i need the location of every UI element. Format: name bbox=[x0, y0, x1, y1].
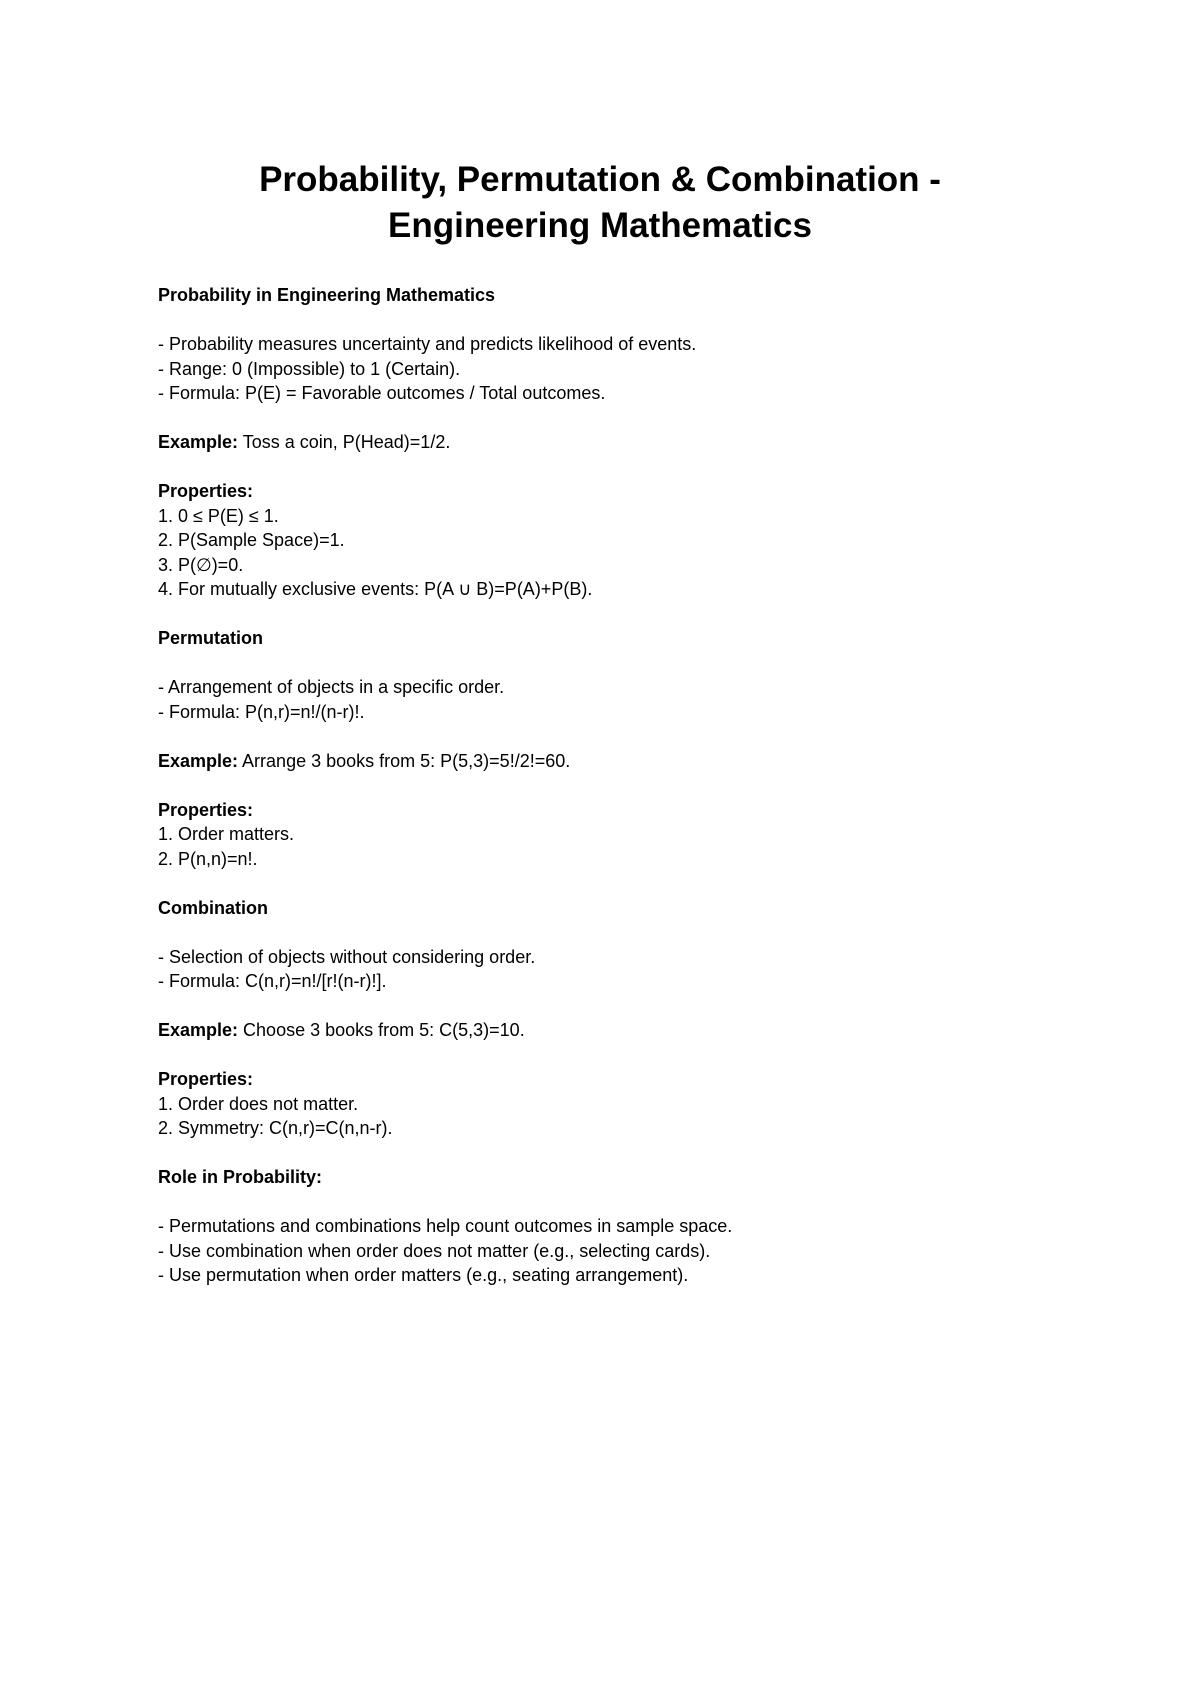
bullet-item: - Range: 0 (Impossible) to 1 (Certain). bbox=[158, 358, 461, 379]
property-item: 2. Symmetry: C(n,r)=C(n,n-r). bbox=[158, 1118, 393, 1138]
section-heading: Permutation bbox=[158, 628, 264, 648]
example-text: Arrange 3 books from 5: P(5,3)=5!/2!=60. bbox=[238, 750, 571, 771]
properties-label: Properties: bbox=[158, 799, 254, 820]
example-line bbox=[158, 749, 1118, 774]
bullet-item: - Use combination when order does not matter (e.g., selecting cards). bbox=[158, 1240, 711, 1261]
example-label: Example: bbox=[158, 432, 239, 452]
section-heading: Role in Probability: bbox=[158, 1167, 323, 1187]
section-combination bbox=[158, 896, 1118, 1166]
section-role-in-probability bbox=[158, 1165, 1118, 1288]
section-probability bbox=[158, 283, 1118, 626]
properties-label: Properties: bbox=[158, 481, 254, 501]
section-heading: Probability in Engineering Mathematics bbox=[158, 285, 496, 305]
example-text: Toss a coin, P(Head)=1/2. bbox=[238, 432, 451, 452]
property-item: 4. For mutually exclusive events: P(A ∪ B)=P(A)+P(B). bbox=[158, 579, 593, 599]
property-item: 1. Order matters. bbox=[158, 824, 295, 844]
property-item: 2. P(n,n)=n!. bbox=[158, 848, 258, 869]
example-text: Choose 3 books from 5: C(5,3)=10. bbox=[238, 1020, 525, 1040]
bullet-item: - Use permutation when order matters (e.g., seating arrangement). bbox=[158, 1265, 689, 1285]
bullet-item: - Formula: P(E) = Favorable outcomes / Total outcomes. bbox=[158, 383, 606, 403]
section-heading: Combination bbox=[158, 897, 268, 918]
property-item: 1. 0 ≤ P(E) ≤ 1. bbox=[158, 505, 279, 526]
bullet-item: - Permutations and combinations help count outcomes in sample space. bbox=[158, 1216, 733, 1236]
example-line bbox=[158, 430, 1118, 455]
bullet-item: - Formula: C(n,r)=n!/[r!(n-r)!]. bbox=[158, 971, 387, 991]
bullet-item: - Selection of objects without considering order. bbox=[158, 946, 536, 967]
property-item: 3. P(∅)=0. bbox=[158, 554, 244, 575]
property-item: 2. P(Sample Space)=1. bbox=[158, 530, 345, 550]
bullet-item: - Arrangement of objects in a specific order. bbox=[158, 677, 505, 697]
bullet-item: - Probability measures uncertainty and predicts likelihood of events. bbox=[158, 334, 697, 354]
page-title-line-2: Engineering Mathematics bbox=[388, 206, 812, 245]
example-label: Example: bbox=[158, 1020, 239, 1040]
example-label: Example: bbox=[158, 750, 239, 771]
page-title-line-1: Probability, Permutation & Combination - bbox=[259, 160, 941, 199]
example-line bbox=[158, 1018, 1118, 1043]
section-permutation bbox=[158, 626, 1118, 896]
properties-label: Properties: bbox=[158, 1069, 254, 1089]
document-body bbox=[158, 283, 1118, 1288]
page-title bbox=[0, 157, 1200, 249]
property-item: 1. Order does not matter. bbox=[158, 1093, 359, 1114]
bullet-item: - Formula: P(n,r)=n!/(n-r)!. bbox=[158, 701, 365, 722]
